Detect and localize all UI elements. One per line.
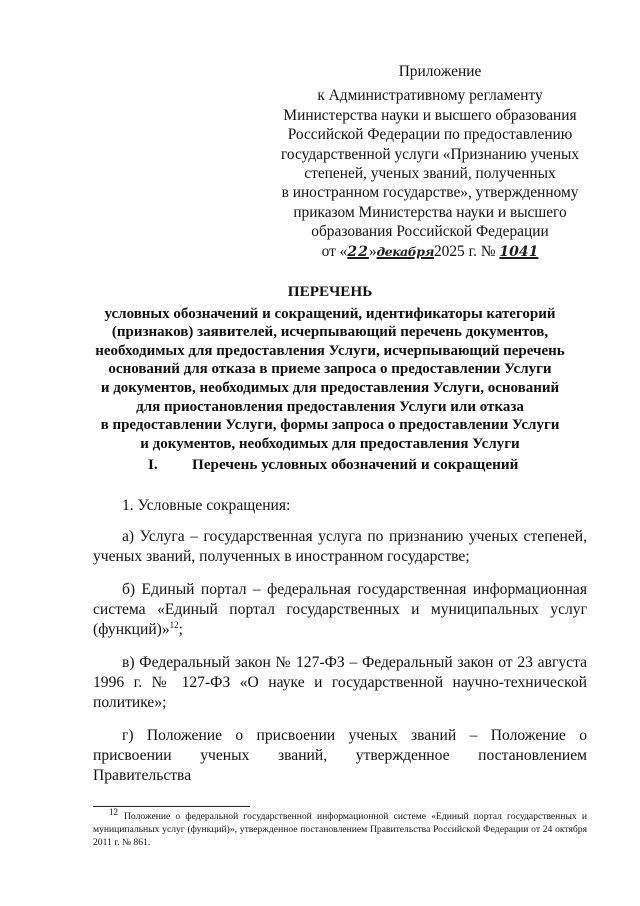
handwritten-month: декабря: [376, 243, 434, 259]
date-prefix: от «: [321, 242, 348, 260]
heading-line: и документов, необходимых для предоставления Услуги, оснований: [100, 379, 560, 396]
appendix-line: степеней, ученых званий, полученных: [304, 165, 556, 183]
heading-line: оснований для отказа в приеме запроса о предоставлении Услуги: [108, 361, 552, 378]
appendix-line: образования Российской Федерации: [311, 223, 549, 241]
heading-line: и документов, необходимых для предоставления Услуги: [140, 435, 520, 452]
footnote-reference: 12: [169, 619, 179, 630]
section-number: I.: [148, 456, 158, 473]
appendix-line: приказом Министерства науки и высшего: [293, 203, 567, 221]
paragraph: в) Федеральный закон № 127-ФЗ – Федеральный закон от 23 августа 1996 г. № 127-ФЗ «О науке и государственной научно-технической политике»;: [93, 654, 587, 711]
paragraph: 1. Условные сокращения:: [122, 497, 291, 514]
footnote-text: Положение о федеральной государственной информационной системе «Единый портал государственных и муниципальных услуг (функций)», утвержденное постановлением Правительства Российской Федерации от 24 октября 2011 г. № 861.: [93, 811, 587, 848]
paragraph: а) Услуга – государственная услуга по признанию ученых степеней, ученых званий, полученных в иностранном государстве;: [93, 528, 587, 565]
handwritten-order-number: 1041: [499, 243, 539, 260]
appendix-line: к Административному регламенту: [317, 87, 543, 105]
section-heading: [148, 456, 518, 474]
heading-title: ПЕРЕЧЕНЬ: [287, 283, 373, 300]
heading-line: условных обозначений и сокращений, идентификаторы категорий: [104, 305, 556, 322]
appendix-block: [272, 62, 588, 262]
body-text: [93, 496, 587, 799]
appendix-line: Российской Федерации по предоставлению: [287, 126, 573, 144]
appendix-title: Приложение: [398, 63, 482, 80]
date-year: 2025 г. №: [433, 242, 496, 260]
date-mid: »: [368, 242, 377, 260]
heading-line: (признаков) заявителей, исчерпывающий перечень документов,: [111, 324, 549, 341]
paragraph: [93, 580, 587, 640]
order-date-line: [272, 242, 588, 262]
heading-line: необходимых для предоставления Услуги, исчерпывающий перечень: [95, 342, 565, 359]
paragraph-text: б) Единый портал – федеральная государственная информационная система «Единый портал государственных и муниципальных услуг (функций)»: [93, 581, 587, 638]
appendix-line: государственной услуги «Признанию ученых: [280, 145, 580, 163]
heading-line: для приостановления предоставления Услуги или отказа: [136, 398, 524, 415]
section-title: Перечень условных обозначений и сокращений: [192, 456, 519, 473]
paragraph-tail: ;: [178, 621, 183, 638]
document-heading: [70, 283, 590, 453]
heading-line: в предоставлении Услуги, формы запроса о предоставлении Услуги: [100, 417, 560, 434]
appendix-line: в иностранном государстве», утвержденному: [281, 184, 579, 202]
paragraph: г) Положение о присвоении ученых званий – Положение о присвоении ученых званий, утвержденное постановлением Правительства: [93, 727, 587, 784]
handwritten-day: 22: [347, 243, 369, 260]
appendix-line: Министерства науки и высшего образования: [283, 106, 577, 124]
footnote: $^{12}$ Положение о федеральной государственной информационной системе «Единый портал государственных и муниципальных услуг (функций)», утвержденное постановлением Правительства Российской Федерации от 24 октября 2011 г. № 861.: [93, 806, 587, 848]
